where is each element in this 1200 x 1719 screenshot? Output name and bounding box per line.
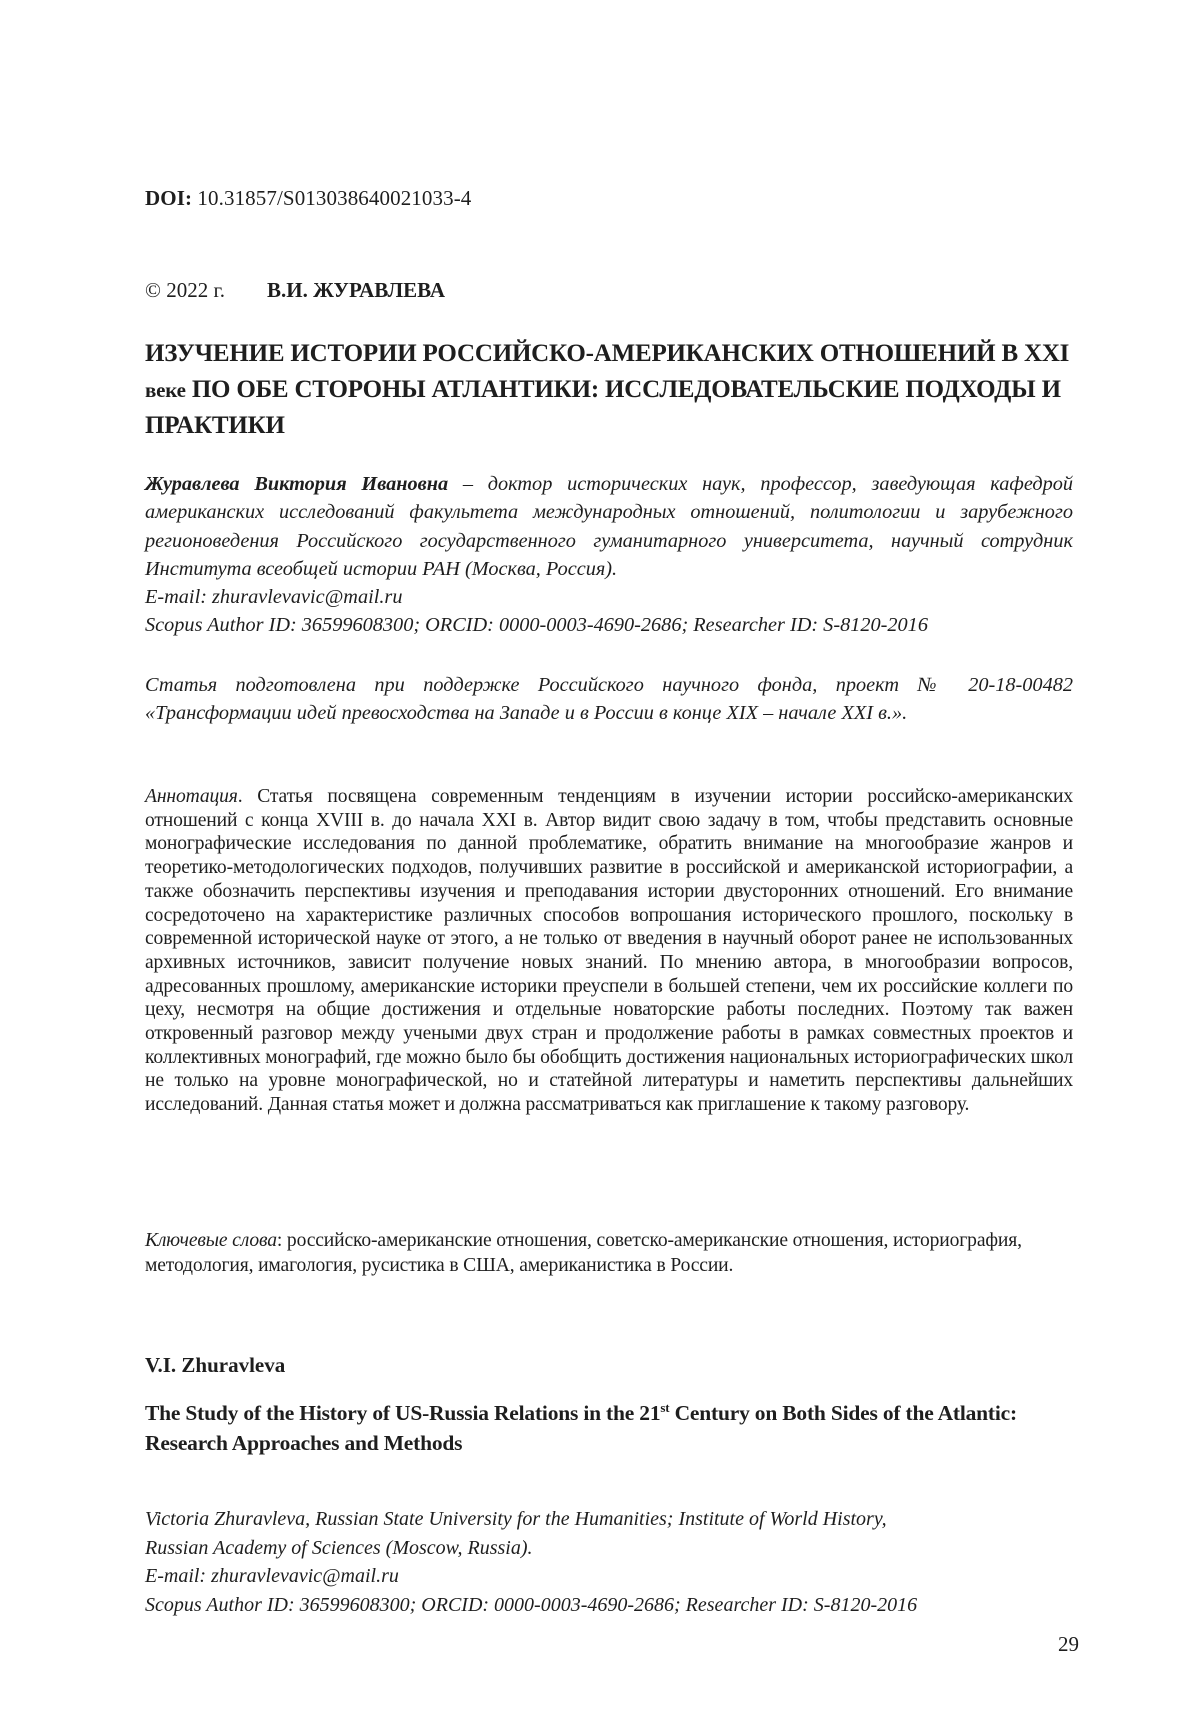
author-full-name: Журавлева Виктория Ивановна xyxy=(145,473,449,495)
author-info-ru xyxy=(145,470,1073,640)
article-title-en: The Study of the History of US-Russia Relations in the 21st Century on Both Sides of the Atlantic: Research Approaches and Methods xyxy=(145,1400,1017,1455)
doi-label: DOI: xyxy=(145,186,193,210)
abstract xyxy=(145,785,1073,1117)
article-title-ru: ИЗУЧЕНИЕ ИСТОРИИ РОССИЙСКО-АМЕРИКАНСКИХ ОТНОШЕНИЙ В XXI веке ПО ОБЕ СТОРОНЫ АТЛАНТИКИ: ИССЛЕДОВАТЕЛЬСКИЕ ПОДХОДЫ И ПРАКТИКИ xyxy=(145,340,1070,439)
author-name-ru: В.И. ЖУРАВЛЕВА xyxy=(267,278,445,302)
affiliation-line-2: Russian Academy of Sciences (Moscow, Russia). xyxy=(145,1536,533,1559)
keywords-label: Ключевые слова xyxy=(145,1230,277,1251)
byline xyxy=(145,278,445,303)
affiliation-line-1: Victoria Zhuravleva, Russian State University for the Humanities; Institute of World History, xyxy=(145,1508,887,1530)
author-description: Журавлева Виктория Ивановна – доктор исторических наук, профессор, заведующая кафедрой американских исследований факультета международных отношений, политологии и зарубежного регионоведения Российского государственного гуманитарного университета, научный сотрудник Института всеобщей истории РАН (Москва, Россия). xyxy=(145,473,1073,580)
grant-note: Статья подготовлена при поддержке Российского научного фонда, проект № 20-18-00482 «Трансформации идей превосходства на Западе и в России в конце XIX – начале XXI в.». xyxy=(145,674,1073,725)
author-ids-en: Scopus Author ID: 36599608300; ORCID: 0000-0003-4690-2686; Researcher ID: S-8120-2016 xyxy=(145,1593,918,1616)
author-email-en[interactable]: E-mail: zhuravlevavic@mail.ru xyxy=(145,1565,399,1587)
doi-value[interactable]: 10.31857/S013038640021033-4 xyxy=(192,186,472,210)
page-number: 29 xyxy=(1058,1632,1079,1656)
author-name-en: V.I. Zhuravleva xyxy=(145,1353,286,1377)
abstract-text: . Статья посвящена современным тенденциям в изучении истории российско-американских отношений с конца XVIII в. до начала XXI в. Автор видит свою задачу в том, чтобы представить основные монографические исследования по данной проблематике, обратить внимание на многообразие жанров и теоретико-методологических подходов, получивших развитие в российской и американской историографии, а также обозначить перспективы изучения и преподавания истории двусторонних отношений. Его внимание сосредоточено на характеристике различных способов вопрошания исторического прошлого, поскольку в современной исторической науке от этого, а не только от введения в научный оборот ранее не использованных архивных источников, зависит получение новых знаний. По мнению автора, в многообразии вопросов, адресованных прошлому, американские историки преуспели в большей степени, чем их российские коллеги по цеху, несмотря на общие достижения и отдельные новаторские работы последних. Поэтому так важен откровенный разговор между учеными двух стран и продолжение работы в рамках совместных проектов и коллективных монографий, где можно было бы обобщить достижения национальных историографических школ не только на уровне монографической, но и статейной литературы и наметить перспективы дальнейших исследований. Данная статья может и должна рассматриваться как приглашение к такому разговору. xyxy=(145,786,1073,1116)
keywords-text: : российско-американские отношения, советско-американские отношения, историография, методология, имагология, русистика в США, американистика в России. xyxy=(145,1230,1022,1276)
keywords xyxy=(145,1228,1075,1278)
affiliation-en xyxy=(145,1505,1075,1619)
author-email-ru[interactable]: E-mail: zhuravlevavic@mail.ru xyxy=(145,586,403,609)
copyright-year: © 2022 г. xyxy=(145,278,225,302)
doi-line xyxy=(145,186,471,211)
author-ids-ru: Scopus Author ID: 36599608300; ORCID: 0000-0003-4690-2686; Researcher ID: S-8120-2016 xyxy=(145,614,928,637)
abstract-label: Аннотация xyxy=(145,786,238,807)
